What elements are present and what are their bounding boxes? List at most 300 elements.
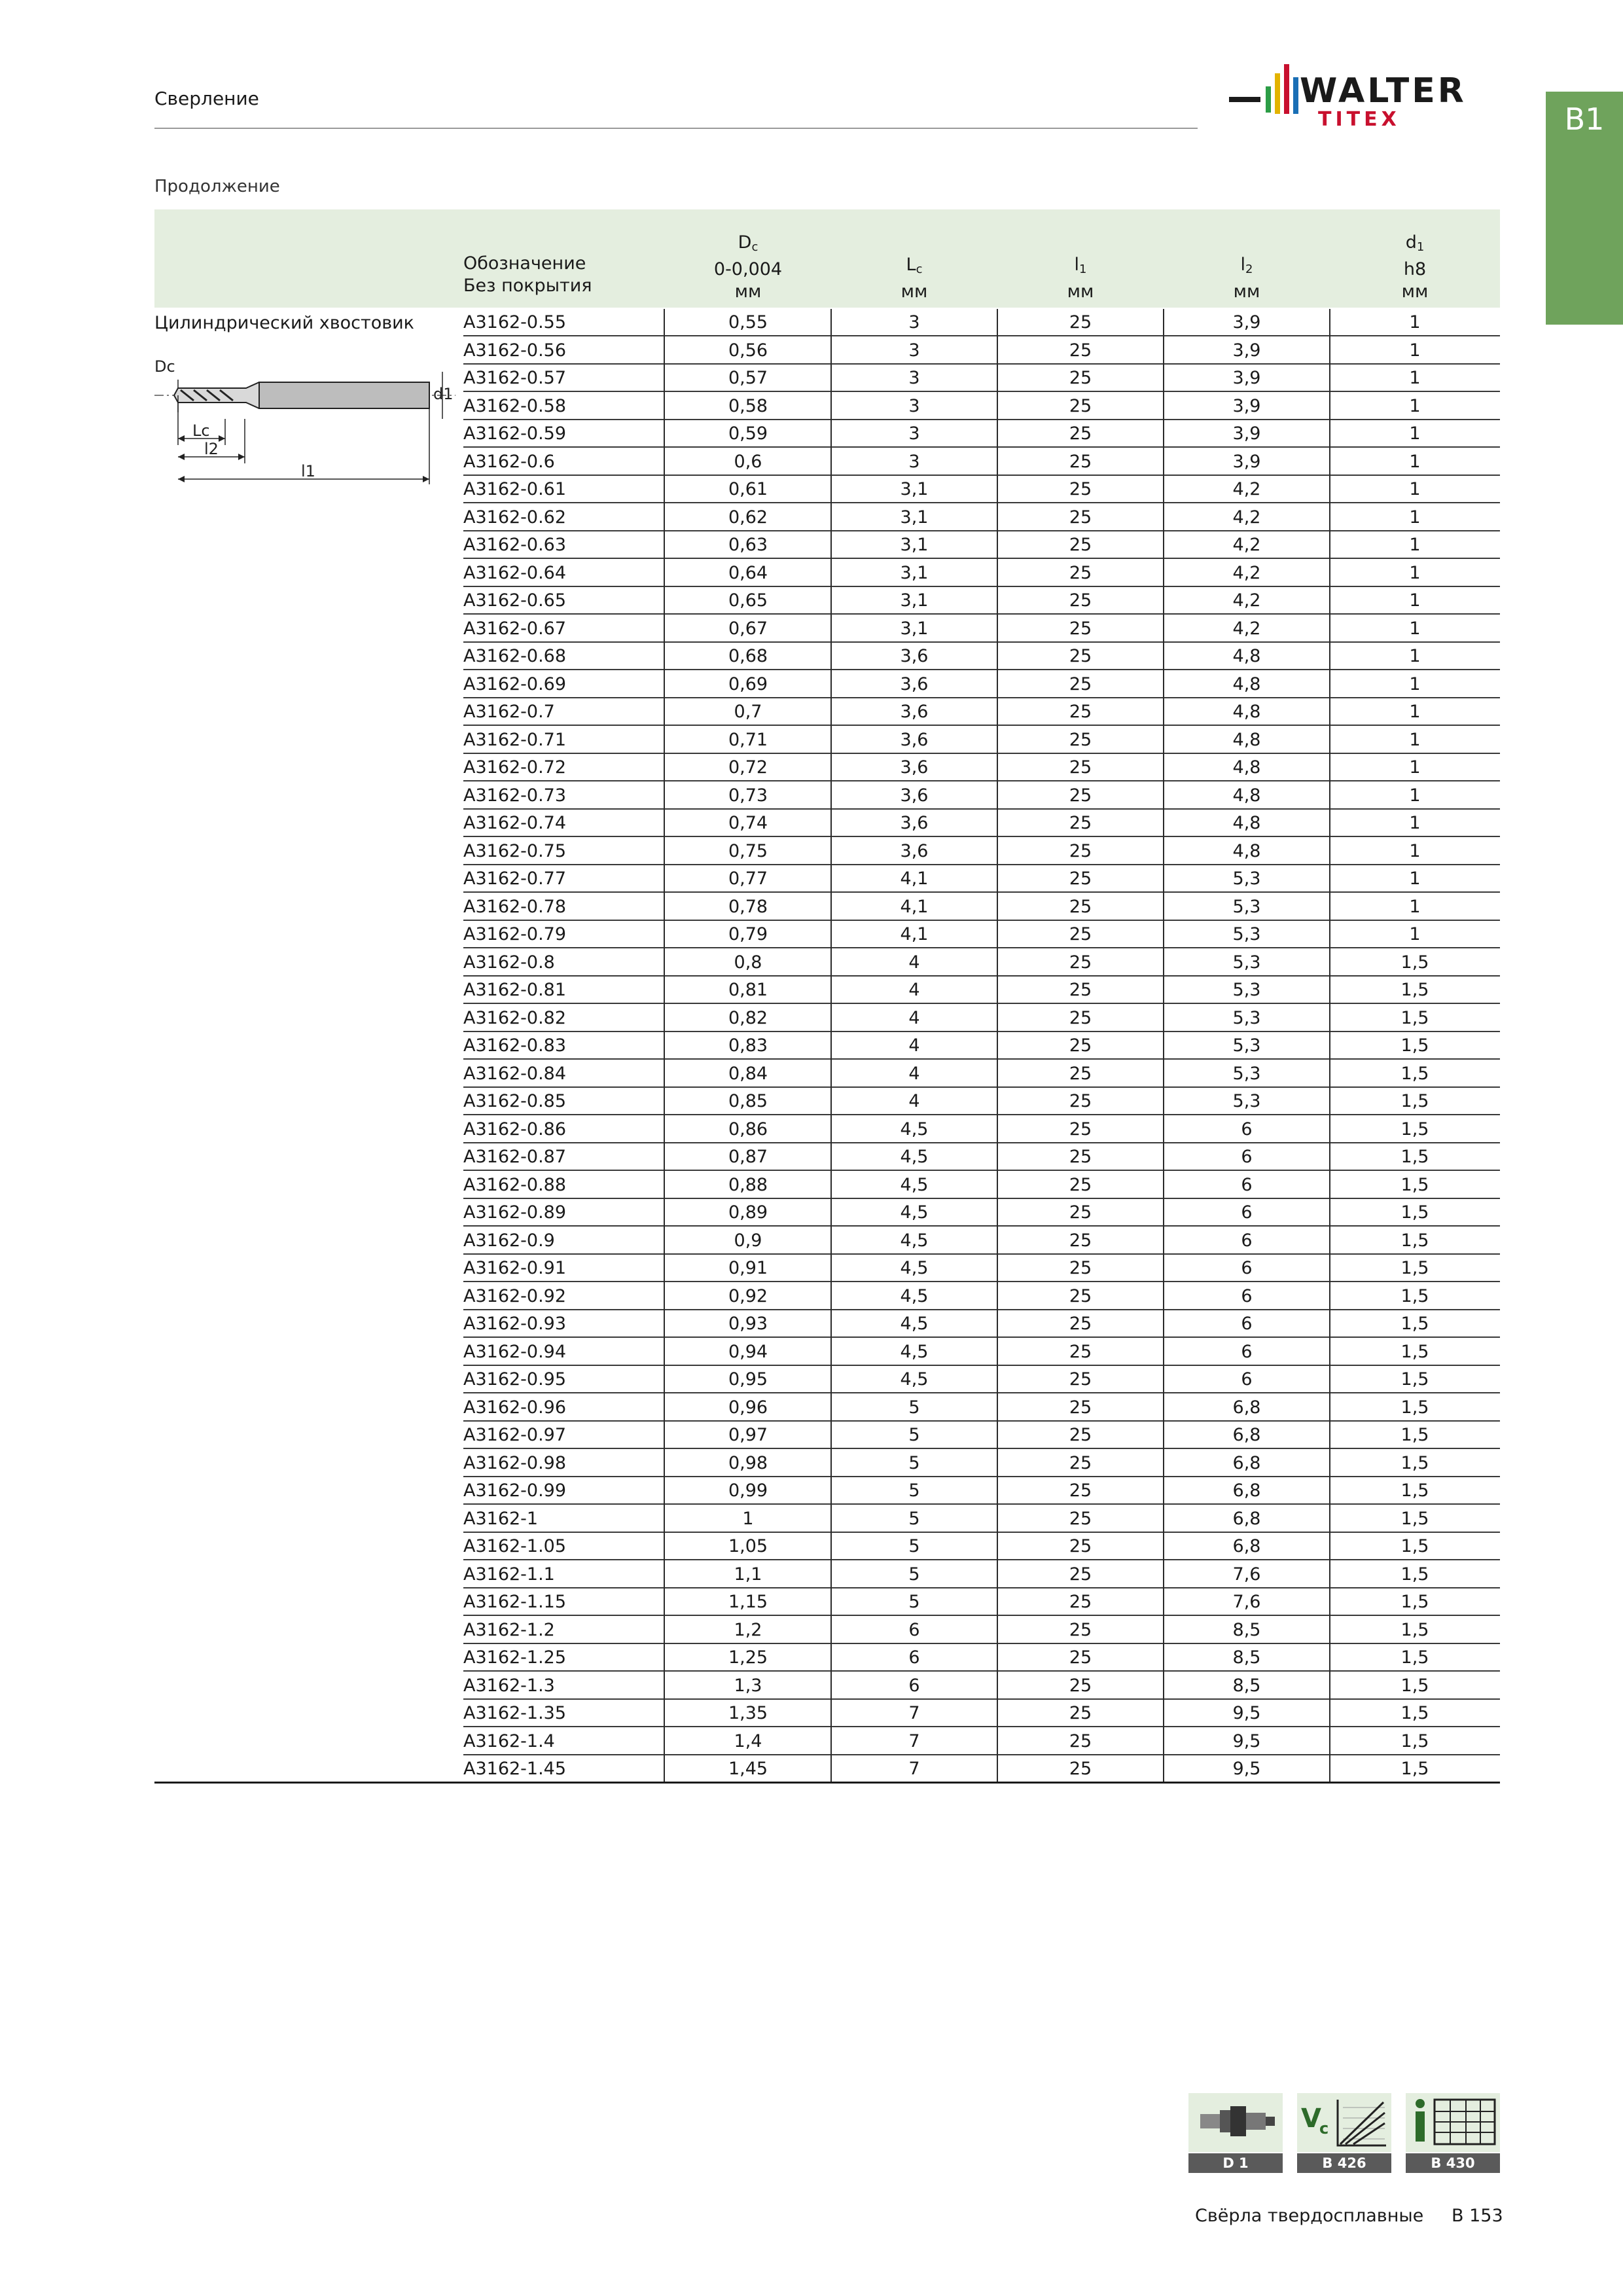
lc-cell: 4,1 (900, 896, 929, 917)
l2-cell: 4,8 (1232, 729, 1261, 750)
dc-cell: 0,81 (728, 980, 768, 1000)
l2-cell: 7,6 (1232, 1592, 1261, 1612)
d1-cell: 1 (1409, 785, 1421, 806)
table-row (463, 1561, 1500, 1588)
table-row (463, 1394, 1500, 1422)
lc-cell: 3,1 (900, 507, 929, 528)
table-row (463, 531, 1500, 559)
shank-type-label: Цилиндрический хвостовик (154, 313, 414, 333)
lc-cell: 3,6 (900, 840, 929, 861)
dc-cell: 0,82 (728, 1007, 768, 1028)
header-designation-label: Обозначение (463, 253, 586, 274)
dc-cell: 0,98 (728, 1452, 768, 1473)
lc-cell: 7 (908, 1759, 920, 1779)
l1-cell: 25 (1069, 562, 1092, 583)
dc-cell: 1,15 (728, 1592, 768, 1612)
l2-cell: 4,8 (1232, 757, 1261, 778)
d1-cell: 1,5 (1400, 1397, 1429, 1418)
dc-cell: 0,95 (728, 1369, 768, 1390)
l1-cell: 25 (1069, 1119, 1092, 1139)
dc-cell: 0,59 (728, 423, 768, 444)
table-row (463, 1533, 1500, 1560)
drawing-l1-label: l1 (301, 462, 315, 480)
lc-cell: 4,5 (900, 1147, 929, 1167)
designation-cell: A3162-0.57 (463, 368, 567, 388)
page-number: B 153 (1452, 2206, 1503, 2226)
l2-cell: 5,3 (1232, 1007, 1261, 1028)
svg-text:V: V (1301, 2104, 1321, 2134)
dc-cell: 0,79 (728, 924, 768, 944)
d1-cell: 1,5 (1400, 1174, 1429, 1195)
l2-symbol: l (1240, 255, 1246, 275)
lc-cell: 4 (908, 1091, 920, 1111)
l2-cell: 8,5 (1232, 1647, 1261, 1668)
designation-cell: A3162-0.92 (463, 1285, 567, 1306)
lc-cell: 4 (908, 1063, 920, 1084)
dc-cell: 1,1 (734, 1564, 762, 1585)
l2-cell: 3,9 (1232, 451, 1261, 472)
d1-cell: 1 (1409, 869, 1421, 889)
d1-cell: 1 (1409, 562, 1421, 583)
lc-cell: 3,1 (900, 618, 929, 639)
dc-cell: 1,25 (728, 1647, 768, 1668)
table-row (463, 810, 1500, 837)
lc-cell: 4 (908, 952, 920, 973)
designation-cell: A3162-0.81 (463, 980, 567, 1000)
designation-cell: A3162-0.78 (463, 896, 567, 917)
l1-cell: 25 (1069, 785, 1092, 806)
lc-cell: 4 (908, 980, 920, 1000)
designation-cell: A3162-1.1 (463, 1564, 555, 1585)
reference-b430[interactable] (1406, 2093, 1500, 2173)
table-row (463, 698, 1500, 726)
d1-cell: 1 (1409, 840, 1421, 861)
d1-cell: 1,5 (1400, 1675, 1429, 1696)
designation-cell: A3162-0.96 (463, 1397, 567, 1418)
dc-cell: 0,58 (728, 395, 768, 416)
l2-cell: 4,8 (1232, 813, 1261, 833)
lc-cell: 3,1 (900, 562, 929, 583)
l2-cell: 5,3 (1232, 924, 1261, 944)
l2-cell: 4,8 (1232, 785, 1261, 806)
l1-cell: 25 (1069, 840, 1092, 861)
lc-cell: 3,1 (900, 590, 929, 611)
dc-cell: 0,55 (728, 312, 768, 332)
lc-cell: 3,1 (900, 535, 929, 555)
l2-cell: 3,9 (1232, 340, 1261, 361)
table-row (463, 782, 1500, 810)
l1-cell: 25 (1069, 535, 1092, 555)
table-row (463, 1477, 1500, 1505)
designation-cell: A3162-0.67 (463, 618, 567, 639)
drawing-lc-label: Lc (192, 422, 210, 440)
designation-cell: A3162-0.75 (463, 840, 567, 861)
l1-cell: 25 (1069, 1675, 1092, 1696)
cutting-speed-icon (1297, 2093, 1391, 2152)
table-row (463, 365, 1500, 392)
table-row (463, 1617, 1500, 1644)
continuation-label: Продолжение (154, 177, 280, 196)
dc-cell: 0,71 (728, 729, 768, 750)
l1-cell: 25 (1069, 479, 1092, 499)
l2-unit: мм (1233, 281, 1260, 302)
table-row (463, 1366, 1500, 1393)
l1-cell: 25 (1069, 395, 1092, 416)
l1-cell: 25 (1069, 1007, 1092, 1028)
dc-cell: 0,89 (728, 1202, 768, 1223)
dc-subscript: c (751, 240, 758, 254)
table-row (463, 1755, 1500, 1783)
designation-cell: A3162-0.56 (463, 340, 567, 361)
lc-cell: 6 (908, 1619, 920, 1640)
l1-cell: 25 (1069, 507, 1092, 528)
table-row (463, 1450, 1500, 1477)
l2-cell: 5,3 (1232, 952, 1261, 973)
table-row (463, 337, 1500, 365)
l2-cell: 6 (1241, 1285, 1253, 1306)
d1-cell: 1 (1409, 896, 1421, 917)
d1-cell: 1,5 (1400, 1091, 1429, 1111)
l2-cell: 6,8 (1232, 1480, 1261, 1501)
d1-cell: 1 (1409, 590, 1421, 611)
d1-cell: 1 (1409, 646, 1421, 666)
designation-cell: A3162-0.95 (463, 1369, 567, 1390)
l2-cell: 6 (1241, 1230, 1253, 1251)
dc-cell: 0,77 (728, 869, 768, 889)
table-row (463, 1032, 1500, 1060)
l2-cell: 6 (1241, 1147, 1253, 1167)
l1-cell: 25 (1069, 1230, 1092, 1251)
lc-symbol: L (906, 255, 916, 275)
l1-cell: 25 (1069, 980, 1092, 1000)
l1-cell: 25 (1069, 1035, 1092, 1056)
l1-cell: 25 (1069, 1314, 1092, 1334)
table-row (463, 1283, 1500, 1310)
designation-cell: A3162-1 (463, 1508, 539, 1529)
designation-cell: A3162-1.2 (463, 1619, 555, 1640)
l1-cell: 25 (1069, 1647, 1092, 1668)
dc-symbol: D (738, 232, 752, 253)
l2-cell: 5,3 (1232, 1091, 1261, 1111)
lc-cell: 4,5 (900, 1285, 929, 1306)
column-divider (1163, 309, 1164, 1783)
header-lc (831, 254, 997, 303)
d1-cell: 1 (1409, 535, 1421, 555)
table-row (463, 1310, 1500, 1338)
designation-cell: A3162-0.7 (463, 702, 555, 722)
lc-cell: 5 (908, 1452, 920, 1473)
l1-cell: 25 (1069, 1091, 1092, 1111)
table-row (463, 1588, 1500, 1616)
d1-cell: 1 (1409, 368, 1421, 388)
lc-cell: 3,6 (900, 813, 929, 833)
header-coating-label: Без покрытия (463, 276, 592, 296)
table-row (463, 504, 1500, 531)
l2-cell: 6 (1241, 1258, 1253, 1278)
dc-cell: 0,78 (728, 896, 768, 917)
dc-cell: 0,94 (728, 1341, 768, 1362)
d1-cell: 1,5 (1400, 952, 1429, 973)
d1-cell: 1 (1409, 757, 1421, 778)
table-row (463, 671, 1500, 698)
d1-cell: 1,5 (1400, 1647, 1429, 1668)
dc-cell: 0,6 (734, 451, 762, 472)
l1-cell: 25 (1069, 1703, 1092, 1723)
l2-cell: 6,8 (1232, 1536, 1261, 1556)
header-l2 (1164, 254, 1330, 303)
designation-cell: A3162-0.64 (463, 562, 567, 583)
l1-cell: 25 (1069, 896, 1092, 917)
table-row (463, 1338, 1500, 1366)
d1-cell: 1 (1409, 395, 1421, 416)
l2-cell: 6 (1241, 1119, 1253, 1139)
header-d1 (1330, 232, 1500, 303)
l2-cell: 6 (1241, 1174, 1253, 1195)
d1-cell: 1,5 (1400, 1536, 1429, 1556)
designation-cell: A3162-0.63 (463, 535, 567, 555)
dc-cell: 0,93 (728, 1314, 768, 1334)
table-row (463, 977, 1500, 1004)
d1-cell: 1,5 (1400, 1592, 1429, 1612)
table-row (463, 1005, 1500, 1032)
lc-cell: 4 (908, 1035, 920, 1056)
lc-cell: 6 (908, 1675, 920, 1696)
l2-cell: 7,6 (1232, 1564, 1261, 1585)
l2-cell: 3,9 (1232, 423, 1261, 444)
dc-cell: 0,96 (728, 1397, 768, 1418)
l1-subscript: 1 (1079, 262, 1087, 276)
d1-cell: 1,5 (1400, 1063, 1429, 1084)
reference-b426[interactable] (1297, 2093, 1391, 2173)
designation-cell: A3162-0.91 (463, 1258, 567, 1278)
dc-cell: 0,64 (728, 562, 768, 583)
designation-cell: A3162-1.4 (463, 1731, 555, 1751)
tool-holder-icon (1188, 2093, 1283, 2152)
lc-cell: 3,6 (900, 673, 929, 694)
svg-text:c: c (1319, 2119, 1329, 2138)
column-divider (830, 309, 832, 1783)
dc-cell: 0,61 (728, 479, 768, 499)
header-divider (154, 128, 1198, 129)
designation-cell: A3162-0.73 (463, 785, 567, 806)
l1-cell: 25 (1069, 451, 1092, 472)
d1-symbol: d (1405, 232, 1417, 253)
info-table-icon (1406, 2093, 1500, 2152)
l2-cell: 5,3 (1232, 1035, 1261, 1056)
l2-cell: 6 (1241, 1202, 1253, 1223)
l1-cell: 25 (1069, 1508, 1092, 1529)
l2-cell: 6 (1241, 1314, 1253, 1334)
d1-cell: 1,5 (1400, 1508, 1429, 1529)
table-row (463, 1060, 1500, 1088)
table-bottom-rule (154, 1782, 1500, 1784)
dc-cell: 0,83 (728, 1035, 768, 1056)
d1-cell: 1,5 (1400, 1147, 1429, 1167)
d1-cell: 1,5 (1400, 980, 1429, 1000)
lc-cell: 3 (908, 368, 920, 388)
designation-cell: A3162-0.88 (463, 1174, 567, 1195)
l1-cell: 25 (1069, 618, 1092, 639)
dc-cell: 0,56 (728, 340, 768, 361)
l2-cell: 9,5 (1232, 1703, 1261, 1723)
dc-cell: 0,86 (728, 1119, 768, 1139)
dc-cell: 0,63 (728, 535, 768, 555)
table-row (463, 643, 1500, 670)
table-row (463, 838, 1500, 865)
d1-cell: 1 (1409, 924, 1421, 944)
dc-cell: 0,99 (728, 1480, 768, 1501)
lc-cell: 7 (908, 1703, 920, 1723)
svg-text:TITEX: TITEX (1318, 108, 1400, 131)
table-row (463, 1199, 1500, 1227)
d1-cell: 1 (1409, 451, 1421, 472)
d1-cell: 1,5 (1400, 1564, 1429, 1585)
dc-cell: 0,75 (728, 840, 768, 861)
header-designation (463, 253, 660, 297)
lc-cell: 4,5 (900, 1258, 929, 1278)
lc-cell: 4,1 (900, 924, 929, 944)
table-row (463, 1505, 1500, 1533)
l2-cell: 6 (1241, 1369, 1253, 1390)
l2-cell: 9,5 (1232, 1731, 1261, 1751)
l1-cell: 25 (1069, 423, 1092, 444)
l2-cell: 4,8 (1232, 673, 1261, 694)
lc-cell: 3 (908, 340, 920, 361)
l1-cell: 25 (1069, 1369, 1092, 1390)
l1-symbol: l (1074, 255, 1080, 275)
d1-cell: 1 (1409, 729, 1421, 750)
lc-cell: 4,5 (900, 1369, 929, 1390)
lc-cell: 4,1 (900, 869, 929, 889)
l2-cell: 3,9 (1232, 312, 1261, 332)
lc-cell: 5 (908, 1480, 920, 1501)
designation-cell: A3162-0.8 (463, 952, 555, 973)
dc-cell: 0,57 (728, 368, 768, 388)
designation-cell: A3162-1.3 (463, 1675, 555, 1696)
table-row (463, 1672, 1500, 1700)
lc-cell: 4,5 (900, 1314, 929, 1334)
dc-cell: 1 (742, 1508, 754, 1529)
dc-cell: 0,74 (728, 813, 768, 833)
l2-cell: 6,8 (1232, 1397, 1261, 1418)
dc-cell: 0,97 (728, 1425, 768, 1445)
d1-cell: 1 (1409, 479, 1421, 499)
reference-b430-label: B 430 (1406, 2153, 1500, 2173)
designation-cell: A3162-0.85 (463, 1091, 567, 1111)
d1-tolerance: h8 (1403, 259, 1427, 279)
designation-cell: A3162-0.74 (463, 813, 567, 833)
table-row (463, 754, 1500, 781)
lc-subscript: c (916, 262, 923, 276)
dc-cell: 1,3 (734, 1675, 762, 1696)
l2-cell: 4,8 (1232, 840, 1261, 861)
designation-cell: A3162-0.65 (463, 590, 567, 611)
table-row (463, 476, 1500, 503)
l2-cell: 6 (1241, 1341, 1253, 1362)
dc-cell: 1,4 (734, 1731, 762, 1751)
l1-cell: 25 (1069, 1063, 1092, 1084)
l2-subscript: 2 (1245, 262, 1253, 276)
walter-titex-logo (1226, 60, 1501, 132)
table-row (463, 560, 1500, 587)
dc-cell: 0,62 (728, 507, 768, 528)
l1-unit: мм (1067, 281, 1094, 302)
d1-cell: 1,5 (1400, 1285, 1429, 1306)
designation-cell: A3162-1.45 (463, 1759, 567, 1779)
d1-cell: 1 (1409, 702, 1421, 722)
designation-cell: A3162-1.05 (463, 1536, 567, 1556)
l2-cell: 4,8 (1232, 702, 1261, 722)
d1-cell: 1 (1409, 340, 1421, 361)
d1-cell: 1,5 (1400, 1703, 1429, 1723)
designation-cell: A3162-0.99 (463, 1480, 567, 1501)
l1-cell: 25 (1069, 1619, 1092, 1640)
footer-catalog-title: Свёрла твердосплавные (1195, 2206, 1424, 2226)
lc-cell: 3 (908, 395, 920, 416)
reference-d1[interactable] (1188, 2093, 1283, 2173)
l1-cell: 25 (1069, 1452, 1092, 1473)
lc-cell: 3,6 (900, 785, 929, 806)
lc-cell: 5 (908, 1592, 920, 1612)
d1-cell: 1 (1409, 673, 1421, 694)
d1-cell: 1 (1409, 618, 1421, 639)
l2-cell: 8,5 (1232, 1675, 1261, 1696)
table-row (463, 587, 1500, 615)
column-divider (664, 309, 665, 1783)
drill-dimension-drawing (154, 353, 455, 497)
dc-cell: 0,73 (728, 785, 768, 806)
table-row (463, 1422, 1500, 1449)
designation-cell: A3162-1.35 (463, 1703, 567, 1723)
lc-cell: 4 (908, 1007, 920, 1028)
dc-cell: 0,67 (728, 618, 768, 639)
l1-cell: 25 (1069, 646, 1092, 666)
lc-cell: 5 (908, 1425, 920, 1445)
l1-cell: 25 (1069, 1397, 1092, 1418)
table-row (463, 448, 1500, 476)
lc-cell: 3,1 (900, 479, 929, 499)
l2-cell: 5,3 (1232, 896, 1261, 917)
designation-cell: A3162-0.72 (463, 757, 567, 778)
l2-cell: 5,3 (1232, 980, 1261, 1000)
lc-cell: 3 (908, 423, 920, 444)
designation-cell: A3162-0.62 (463, 507, 567, 528)
table-row (463, 1143, 1500, 1171)
l2-cell: 4,2 (1232, 535, 1261, 555)
dc-cell: 0,87 (728, 1147, 768, 1167)
designation-cell: A3162-0.69 (463, 673, 567, 694)
header-dc (665, 232, 831, 303)
chapter-tab[interactable]: B1 (1546, 92, 1623, 325)
table-row (463, 1700, 1500, 1727)
designation-cell: A3162-0.6 (463, 451, 555, 472)
l2-cell: 3,9 (1232, 395, 1261, 416)
l1-cell: 25 (1069, 1536, 1092, 1556)
d1-unit: мм (1401, 281, 1429, 302)
d1-cell: 1,5 (1400, 1369, 1429, 1390)
l1-cell: 25 (1069, 924, 1092, 944)
reference-b426-label: B 426 (1297, 2153, 1391, 2173)
l2-cell: 8,5 (1232, 1619, 1261, 1640)
lc-cell: 7 (908, 1731, 920, 1751)
table-row (463, 420, 1500, 448)
table-row (463, 393, 1500, 420)
d1-cell: 1,5 (1400, 1119, 1429, 1139)
l2-cell: 6,8 (1232, 1508, 1261, 1529)
table-row (463, 615, 1500, 643)
designation-cell: A3162-0.71 (463, 729, 567, 750)
section-title: Сверление (154, 88, 259, 109)
